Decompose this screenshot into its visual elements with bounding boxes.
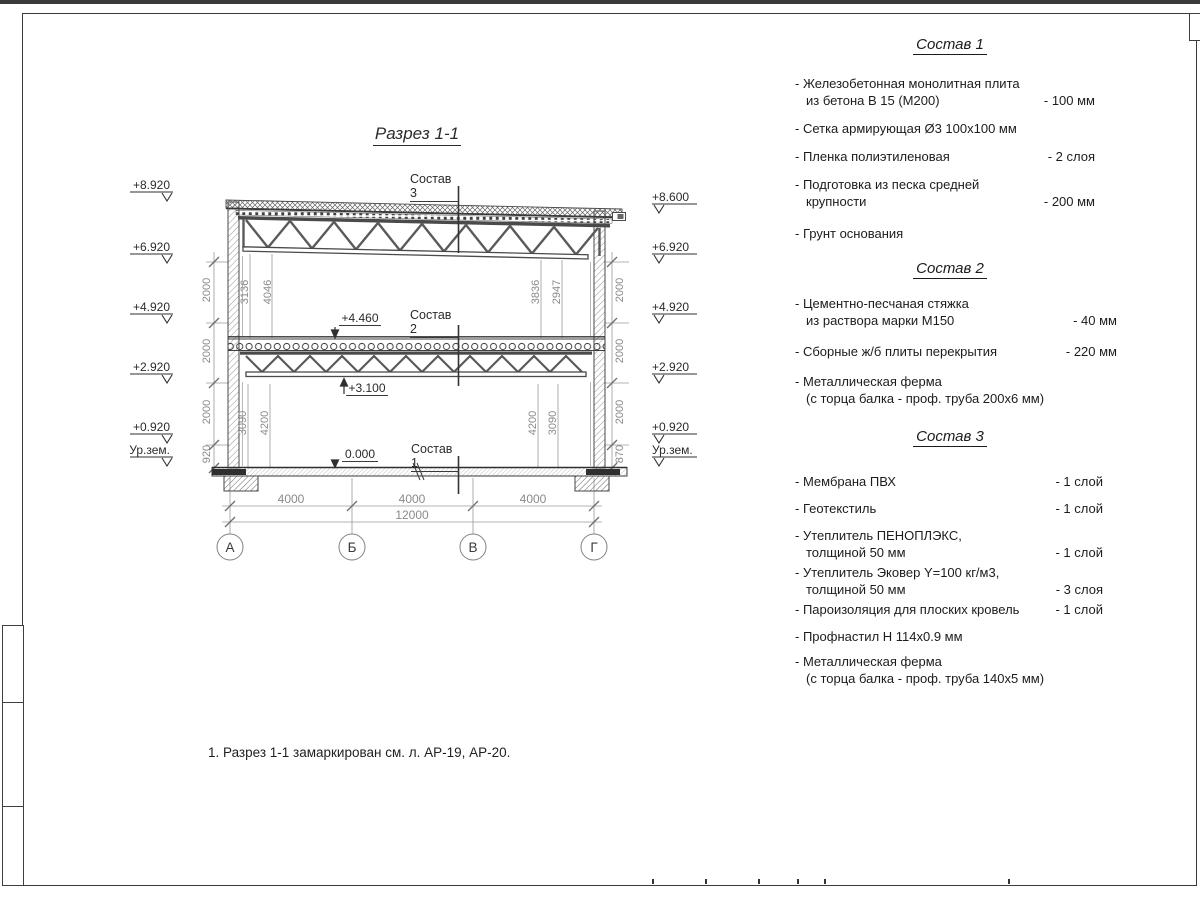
dim-label: 4200: [527, 410, 539, 436]
composition-item: - Утеплитель Эковер Y=100 кг/м3, толщиной 50 мм - 3 слоя: [795, 565, 1103, 597]
corner-box: [1189, 13, 1200, 41]
composition-item: - Пленка полиэтиленовая - 2 слоя: [795, 149, 1095, 164]
elevation-mark: +6.920: [132, 240, 170, 254]
dim-label: 3136: [239, 279, 251, 305]
stamp-box: [2, 806, 24, 886]
elevation-mark: +8.600: [652, 190, 690, 204]
dim-label: 2000: [614, 277, 626, 303]
dim-label: 2947: [551, 279, 563, 305]
elevation-mark: +4.920: [132, 300, 170, 314]
dim-label: 2000: [201, 277, 213, 303]
drawing-title: Разрез 1-1: [352, 124, 482, 146]
titleblock-tick: [705, 879, 707, 884]
composition-heading: Состав 1: [795, 36, 1105, 55]
axis-bubble-label: Г: [590, 540, 598, 555]
dim-label: 4000: [398, 492, 426, 506]
axis-bubble-label: Б: [347, 540, 357, 555]
dim-label: 4000: [519, 492, 547, 506]
dim-label: 3090: [547, 410, 559, 436]
composition-heading: Состав 3: [795, 428, 1105, 447]
composition-item: - Сетка армирующая Ø3 100х100 мм: [795, 121, 1017, 136]
page-edge-strip: [0, 0, 1200, 4]
elevation-mark: Ур.зем.: [129, 443, 170, 457]
composition-item: - Сборные ж/б плиты перекрытия - 220 мм: [795, 344, 1117, 359]
level-label-3100: +3.100: [346, 381, 388, 396]
level-label-4460: +4.460: [339, 311, 381, 326]
composition-item: - Металлическая ферма (с торца балка - проф. труба 140х5 мм): [795, 654, 1045, 686]
sheet-frame: [22, 13, 1197, 886]
stamp-box: [2, 702, 24, 808]
composition-item: - Железобетонная монолитная плита из бетона В 15 (М200) - 100 мм: [795, 76, 1095, 108]
composition-item: - Грунт основания: [795, 226, 904, 241]
dim-label: 2000: [614, 399, 626, 425]
dim-label: 870: [614, 444, 626, 464]
elevation-mark: +0.920: [132, 420, 170, 434]
dim-label: 2000: [614, 338, 626, 364]
elevation-mark: +0.920: [652, 420, 690, 434]
composition-item: - Мембрана ПВХ - 1 слой: [795, 474, 1103, 489]
elevation-mark: +2.920: [132, 360, 170, 374]
composition-item: - Металлическая ферма (с торца балка - проф. труба 200х6 мм): [795, 374, 1045, 406]
stamp-box: [2, 625, 24, 704]
leader-label-sostav2: Состав 2: [410, 308, 459, 338]
dim-label: 4046: [262, 279, 274, 305]
titleblock-tick: [1008, 879, 1010, 884]
composition-item: - Пароизоляция для плоских кровель - 1 слой: [795, 602, 1103, 617]
dim-label: 920: [201, 444, 213, 464]
composition-item: - Утеплитель ПЕНОПЛЭКС, толщиной 50 мм - 1 слой: [795, 528, 1103, 560]
dim-label: 3836: [530, 279, 542, 305]
axis-bubble-label: А: [225, 540, 235, 555]
titleblock-tick: [652, 879, 654, 884]
elevation-mark: +8.920: [132, 178, 170, 192]
leader-label-sostav3: Состав 3: [410, 172, 459, 202]
composition-item: - Профнастил Н 114х0.9 мм: [795, 629, 963, 644]
leader-label-sostav1: Состав 1: [411, 442, 459, 472]
axis-bubble-label: В: [468, 540, 478, 555]
dim-label: 12000: [395, 508, 429, 522]
composition-heading: Состав 2: [795, 260, 1105, 279]
dim-label: 2000: [201, 399, 213, 425]
titleblock-tick: [797, 879, 799, 884]
dim-label: 2000: [201, 338, 213, 364]
elevation-mark: Ур.зем.: [652, 443, 693, 457]
elevation-mark: +2.920: [652, 360, 690, 374]
level-label-0000: 0.000: [342, 447, 378, 462]
dim-label: 4000: [277, 492, 305, 506]
composition-item: - Цементно-песчаная стяжка из раствора марки М150 - 40 мм: [795, 296, 1117, 328]
dim-label: 3090: [237, 410, 249, 436]
note-text: 1. Разрез 1-1 замаркирован см. л. АР-19, АР-20.: [208, 745, 511, 760]
elevation-mark: +6.920: [652, 240, 690, 254]
composition-item: - Подготовка из песка средней крупности - 200 мм: [795, 177, 1095, 209]
titleblock-tick: [824, 879, 826, 884]
dim-label: 4200: [259, 410, 271, 436]
titleblock-tick: [758, 879, 760, 884]
elevation-mark: +4.920: [652, 300, 690, 314]
composition-item: - Геотекстиль - 1 слой: [795, 501, 1103, 516]
